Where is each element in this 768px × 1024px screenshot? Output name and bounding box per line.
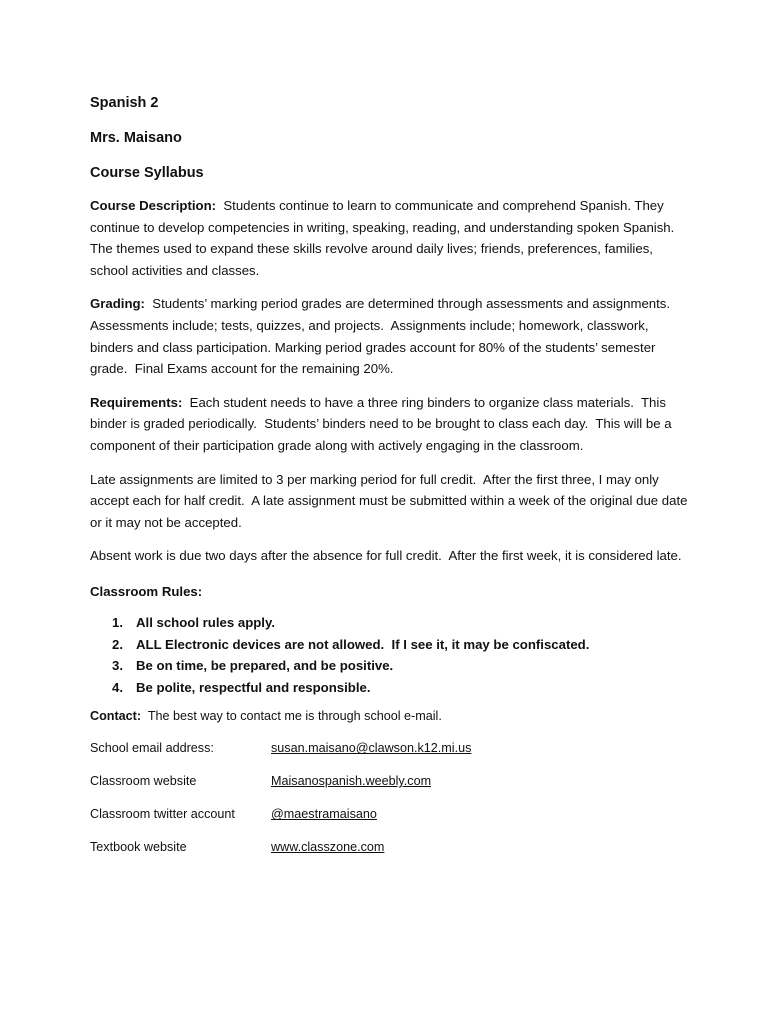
contact-text: The best way to contact me is through school e-mail. bbox=[141, 709, 442, 724]
list-item bbox=[90, 677, 690, 699]
rules-heading: Classroom Rules: bbox=[90, 583, 203, 599]
email-link[interactable]: susan.maisano@clawson.k12.mi.us bbox=[271, 741, 472, 756]
contact-section bbox=[90, 706, 690, 727]
syllabus-page bbox=[90, 92, 690, 870]
info-row-email bbox=[90, 738, 690, 759]
website-link[interactable]: Maisanospanish.weebly.com bbox=[271, 774, 432, 789]
requirements-label: Requirements: bbox=[90, 394, 183, 410]
info-key: Classroom website bbox=[90, 774, 197, 789]
course-description-label: Course Description: bbox=[90, 198, 217, 213]
info-row-website bbox=[90, 771, 690, 792]
contact-label: Contact: bbox=[90, 709, 142, 724]
rule-text: Be polite, respectful and responsible. bbox=[136, 679, 371, 695]
rule-text: All school rules apply. bbox=[136, 614, 275, 630]
grading-label: Grading: bbox=[90, 296, 145, 312]
course-title: Spanish 2 bbox=[90, 95, 159, 111]
rules-list bbox=[90, 612, 690, 698]
document-title: Course Syllabus bbox=[90, 165, 204, 181]
list-item bbox=[90, 655, 690, 677]
list-item bbox=[90, 634, 690, 656]
course-description bbox=[90, 195, 690, 281]
info-key: School email address: bbox=[90, 741, 214, 756]
rule-number: 1. bbox=[112, 614, 123, 630]
info-key: Classroom twitter account bbox=[90, 807, 235, 822]
info-row-textbook bbox=[90, 837, 690, 858]
requirements-section bbox=[90, 392, 690, 457]
twitter-link[interactable]: @maestramaisano bbox=[271, 807, 377, 822]
info-row-twitter bbox=[90, 804, 690, 825]
list-item bbox=[90, 612, 690, 634]
rule-number: 4. bbox=[112, 679, 123, 695]
textbook-link[interactable]: www.classzone.com bbox=[271, 840, 385, 855]
rule-number: 3. bbox=[112, 658, 123, 674]
info-key: Textbook website bbox=[90, 840, 187, 855]
rule-text: ALL Electronic devices are not allowed. If I see it, it may be confiscated. bbox=[136, 636, 590, 652]
grading-text: Students’ marking period grades are determined through assessments and assignments. Assessments include; tests, quizzes, and projects. Assignments include; homework, classwork, binders and class participation. Marking period grades account for 80% of the students’ semester grade. Final Exams account for the remaining 20%. bbox=[90, 296, 677, 377]
rule-number: 2. bbox=[112, 636, 123, 652]
grading-section bbox=[90, 293, 690, 379]
course-description-text: Students continue to learn to communicate and comprehend Spanish. They continue to develop competencies in writing, speaking, reading, and understanding spoken Spanish. The themes used to expand these skills revolve around daily lives; friends, preferences, families, school activities and classes. bbox=[90, 198, 682, 278]
late-policy: Late assignments are limited to 3 per marking period for full credit. After the first three, I may only accept each for half credit. A late assignment must be submitted within a week of the original due date or it may not be accepted. bbox=[90, 471, 692, 530]
absent-policy: Absent work is due two days after the absence for full credit. After the first week, it is considered late. bbox=[90, 548, 682, 564]
rule-text: Be on time, be prepared, and be positive. bbox=[136, 658, 394, 674]
teacher-name: Mrs. Maisano bbox=[90, 130, 182, 146]
requirements-text: Each student needs to have a three ring binders to organize class materials. This binder is graded periodically. Students’ binders need to be brought to class each day. This will be a component of their participation grade along with actively engaging in the classroom. bbox=[90, 394, 676, 453]
